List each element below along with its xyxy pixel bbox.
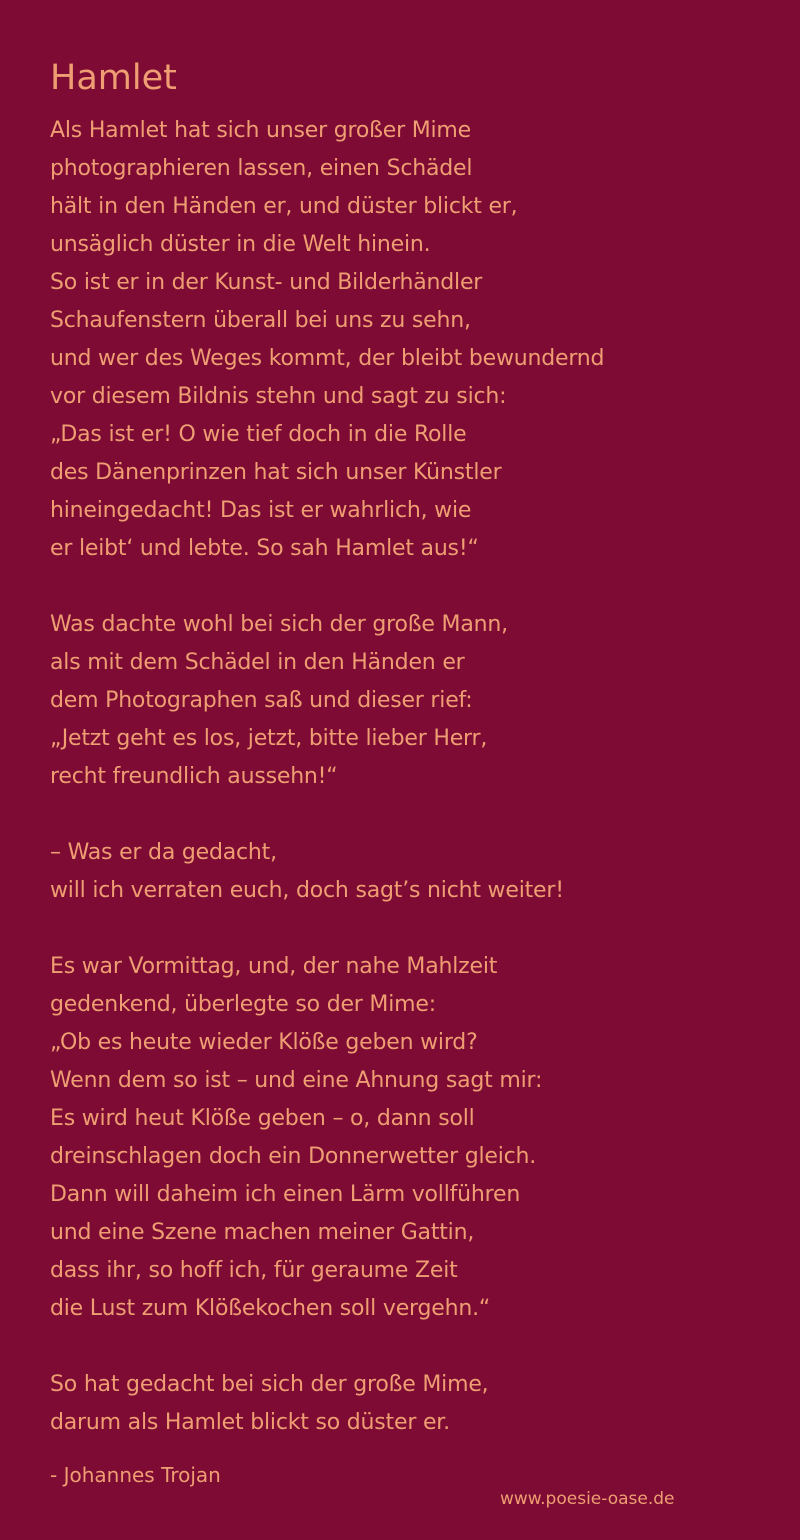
poem-stanza-3 xyxy=(50,834,770,910)
poem-line: er leibt‘ und lebte. So sah Hamlet aus!“ xyxy=(50,536,479,561)
poem-line: Schaufenstern überall bei uns zu sehn, xyxy=(50,308,471,333)
poem-author: - Johannes Trojan xyxy=(50,1463,221,1487)
poem-line: vor diesem Bildnis stehn und sagt zu sich: xyxy=(50,384,507,409)
poem-line: die Lust zum Klößekochen soll vergehn.“ xyxy=(50,1296,491,1321)
poem-line: „Ob es heute wieder Klöße geben wird? xyxy=(50,1030,478,1055)
poem-line: So ist er in der Kunst- und Bilderhändler xyxy=(50,270,483,295)
poem-line: Was dachte wohl bei sich der große Mann, xyxy=(50,612,508,637)
poem-stanza-5 xyxy=(50,1366,770,1442)
poem-line: hineingedacht! Das ist er wahrlich, wie xyxy=(50,498,472,523)
poem-line: „Jetzt geht es los, jetzt, bitte lieber Herr, xyxy=(50,726,488,751)
poem-line: dem Photographen saß und dieser rief: xyxy=(50,688,473,713)
poem-line: Es wird heut Klöße geben – o, dann soll xyxy=(50,1106,475,1131)
poem-line: Wenn dem so ist – und eine Ahnung sagt mir: xyxy=(50,1068,543,1093)
poem-body xyxy=(50,112,770,1442)
poem-container xyxy=(50,56,770,1480)
poem-line: So hat gedacht bei sich der große Mime, xyxy=(50,1372,489,1397)
poem-line: Es war Vormittag, und, der nahe Mahlzeit xyxy=(50,954,498,979)
poem-line: darum als Hamlet blickt so düster er. xyxy=(50,1410,450,1435)
poem-stanza-4 xyxy=(50,948,770,1328)
poem-line: recht freundlich aussehn!“ xyxy=(50,764,338,789)
poem-line: photographieren lassen, einen Schädel xyxy=(50,156,473,181)
poem-line: des Dänenprinzen hat sich unser Künstler xyxy=(50,460,502,485)
poem-line: dreinschlagen doch ein Donnerwetter gleich. xyxy=(50,1144,537,1169)
poem-line: und eine Szene machen meiner Gattin, xyxy=(50,1220,475,1245)
poem-line: – Was er da gedacht, xyxy=(50,840,277,865)
poem-title: Hamlet xyxy=(50,58,177,98)
poem-line: dass ihr, so hoff ich, für geraume Zeit xyxy=(50,1258,458,1283)
poem-line: unsäglich düster in die Welt hinein. xyxy=(50,232,431,257)
poem-line: und wer des Weges kommt, der bleibt bewundernd xyxy=(50,346,605,371)
poem-stanza-1 xyxy=(50,112,770,568)
website-url: www.poesie-oase.de xyxy=(500,1489,675,1509)
poem-line: will ich verraten euch, doch sagt’s nicht weiter! xyxy=(50,878,564,903)
poem-line: hält in den Händen er, und düster blickt er, xyxy=(50,194,518,219)
poem-line: Als Hamlet hat sich unser großer Mime xyxy=(50,118,471,143)
poem-line: als mit dem Schädel in den Händen er xyxy=(50,650,465,675)
poem-line: „Das ist er! O wie tief doch in die Rolle xyxy=(50,422,467,447)
poem-line: Dann will daheim ich einen Lärm vollführen xyxy=(50,1182,521,1207)
poem-line: gedenkend, überlegte so der Mime: xyxy=(50,992,436,1017)
poem-stanza-2 xyxy=(50,606,770,796)
